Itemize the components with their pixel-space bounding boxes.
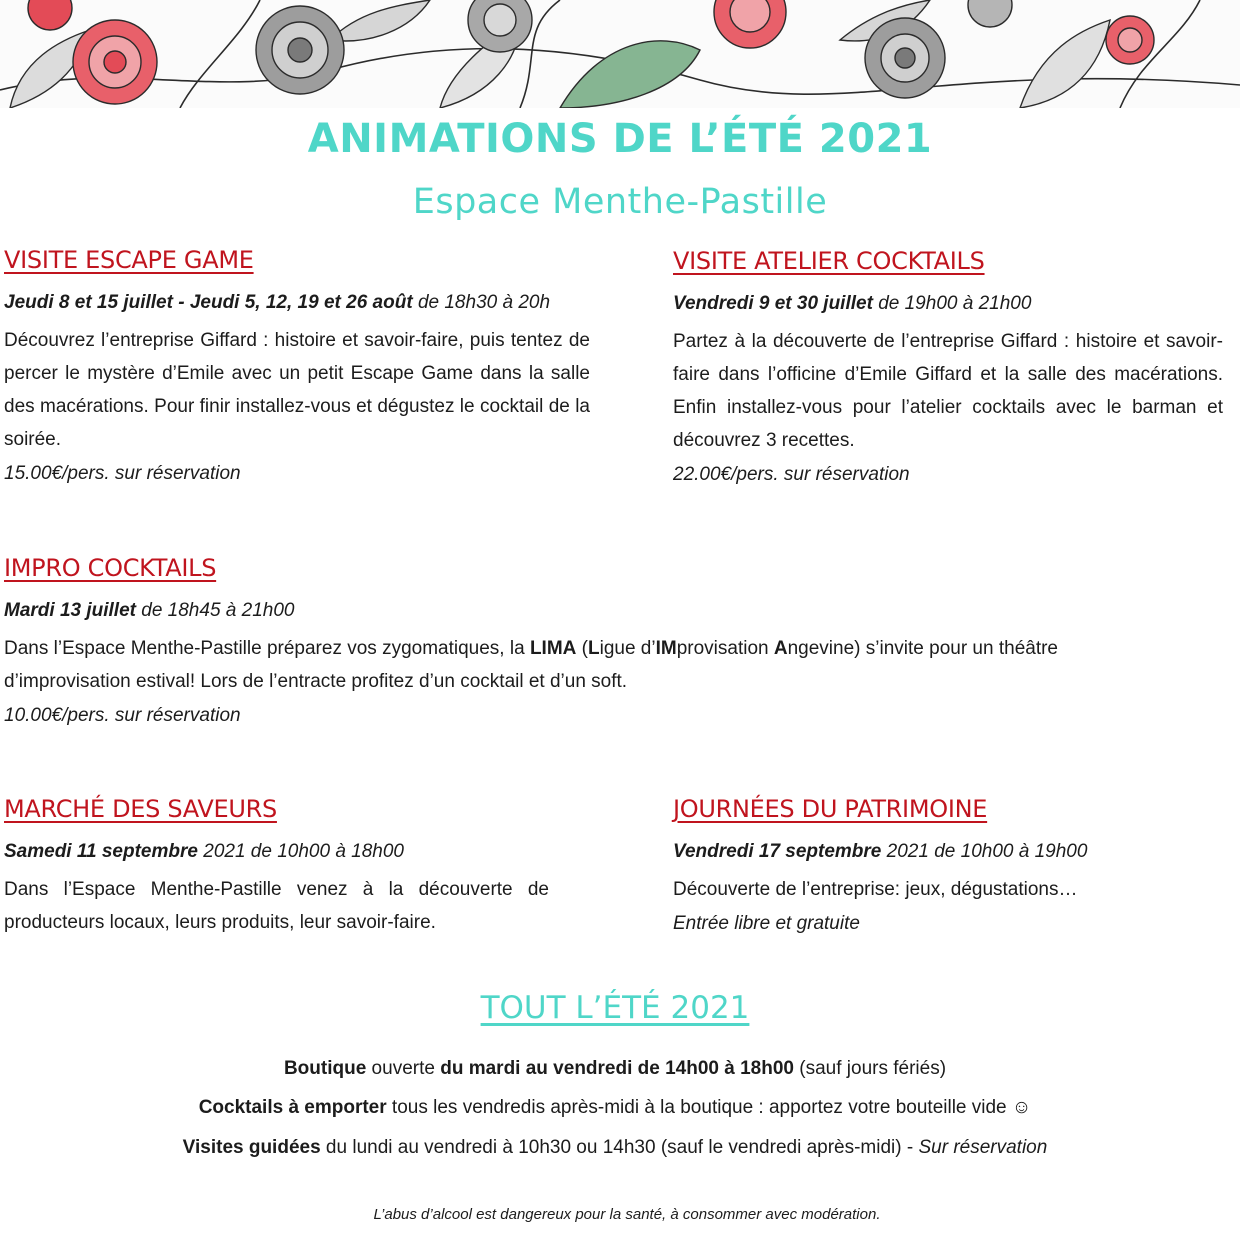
section-title: VISITE ATELIER COCKTAILS: [673, 247, 985, 275]
info-reservation: Sur réservation: [918, 1137, 1048, 1158]
section-date: [4, 598, 1114, 624]
section-description: Découvrez l’entreprise Giffard : histoire et savoir-faire, puis tentez de percer le mystère d’Emile avec un petit Escape Game dans la salle des macérations. Pour finir installez-vous et dégustez le cocktail de la soirée.: [4, 330, 590, 450]
section-description: Partez à la découverte de l’entreprise Giffard : histoire et savoir-faire dans l’officine d’Emile Giffard et la salle des macérations. Enfin installez-vous pour l’atelier cocktails avec le barman et découvrez 3 recettes.: [673, 331, 1223, 451]
section-impro-cocktails: [4, 554, 1114, 730]
section-title: JOURNÉES DU PATRIMOINE: [673, 795, 988, 823]
section-date: [673, 291, 1223, 317]
section-journees-du-patrimoine: [673, 795, 1223, 938]
section-marche-des-saveurs: [4, 795, 549, 939]
section-title: IMPRO COCKTAILS: [4, 554, 217, 582]
section-date: [673, 839, 1223, 865]
info-label: Visites guidées: [182, 1137, 321, 1158]
info-label: Cocktails à emporter: [198, 1097, 387, 1118]
info-text: du lundi au vendredi à 10h30 ou 14h30 (sauf le vendredi après-midi) -: [320, 1137, 919, 1158]
flower-illustration: [0, 0, 1240, 108]
section-visite-atelier-cocktails: [673, 247, 1223, 489]
section-price: 22.00€/pers. sur réservation: [673, 464, 910, 485]
floral-banner: [0, 0, 1240, 108]
date-days: Vendredi 17 septembre: [673, 841, 882, 862]
desc-initial: IM: [655, 638, 677, 659]
section-price: 10.00€/pers. sur réservation: [4, 705, 241, 726]
info-label: Boutique: [283, 1058, 367, 1079]
info-boutique: [0, 1055, 1230, 1083]
section-description: [4, 632, 1114, 698]
section-description: Dans l’Espace Menthe-Pastille venez à la découverte de producteurs locaux, leurs produits, leur savoir-faire.: [4, 879, 549, 933]
desc-initial: L: [587, 638, 600, 659]
desc-text: Dans l’Espace Menthe-Pastille préparez vos zygomatiques, la: [4, 638, 530, 659]
info-text: tous les vendredis après-midi à la boutique : apportez votre bouteille vide ☺: [386, 1097, 1032, 1118]
footer-title: TOUT L’ÉTÉ 2021: [480, 990, 750, 1026]
date-days: Mardi 13 juillet: [4, 600, 136, 621]
desc-text: (: [576, 638, 588, 659]
info-hours: du mardi au vendredi de 14h00 à 18h00: [440, 1058, 794, 1079]
section-date: [4, 839, 549, 865]
info-cocktails: [0, 1094, 1230, 1122]
page-subtitle: Espace Menthe-Pastille: [412, 182, 828, 222]
date-hours: de 18h30 à 20h: [412, 292, 551, 313]
section-description: Découverte de l’entreprise: jeux, dégustations…: [673, 879, 1078, 900]
info-text: ouverte: [366, 1058, 441, 1079]
desc-text: provisation: [676, 638, 774, 659]
alcohol-disclaimer: L’abus d’alcool est dangereux pour la santé, à consommer avec modération.: [373, 1206, 881, 1223]
desc-lima: LIMA: [529, 638, 577, 659]
date-hours: de 18h45 à 21h00: [135, 600, 295, 621]
date-hours: 2021 de 10h00 à 19h00: [881, 841, 1088, 862]
section-price: 15.00€/pers. sur réservation: [4, 463, 241, 484]
section-title: MARCHÉ DES SAVEURS: [4, 795, 277, 823]
page-title: ANIMATIONS DE L’ÉTÉ 2021: [307, 116, 933, 162]
section-visite-escape-game: [4, 246, 590, 488]
desc-initial: A: [773, 638, 788, 659]
date-days: Jeudi 8 et 15 juillet - Jeudi 5, 12, 19 et 26 août: [4, 292, 413, 313]
date-hours: 2021 de 10h00 à 18h00: [197, 841, 404, 862]
info-visites: [0, 1134, 1230, 1162]
desc-text: igue d’: [599, 638, 656, 659]
section-date: [4, 290, 590, 316]
section-price: Entrée libre et gratuite: [673, 913, 860, 934]
date-hours: de 19h00 à 21h00: [872, 293, 1032, 314]
desc-text: ngevine) s’invite pour un théâtre d’improvisation estival! Lors de l’entracte profitez d’un cocktail et d’un soft.: [4, 638, 1058, 692]
date-days: Samedi 11 septembre: [4, 841, 198, 862]
date-days: Vendredi 9 et 30 juillet: [673, 293, 873, 314]
info-text: (sauf jours fériés): [793, 1058, 947, 1079]
section-title: VISITE ESCAPE GAME: [4, 246, 254, 274]
